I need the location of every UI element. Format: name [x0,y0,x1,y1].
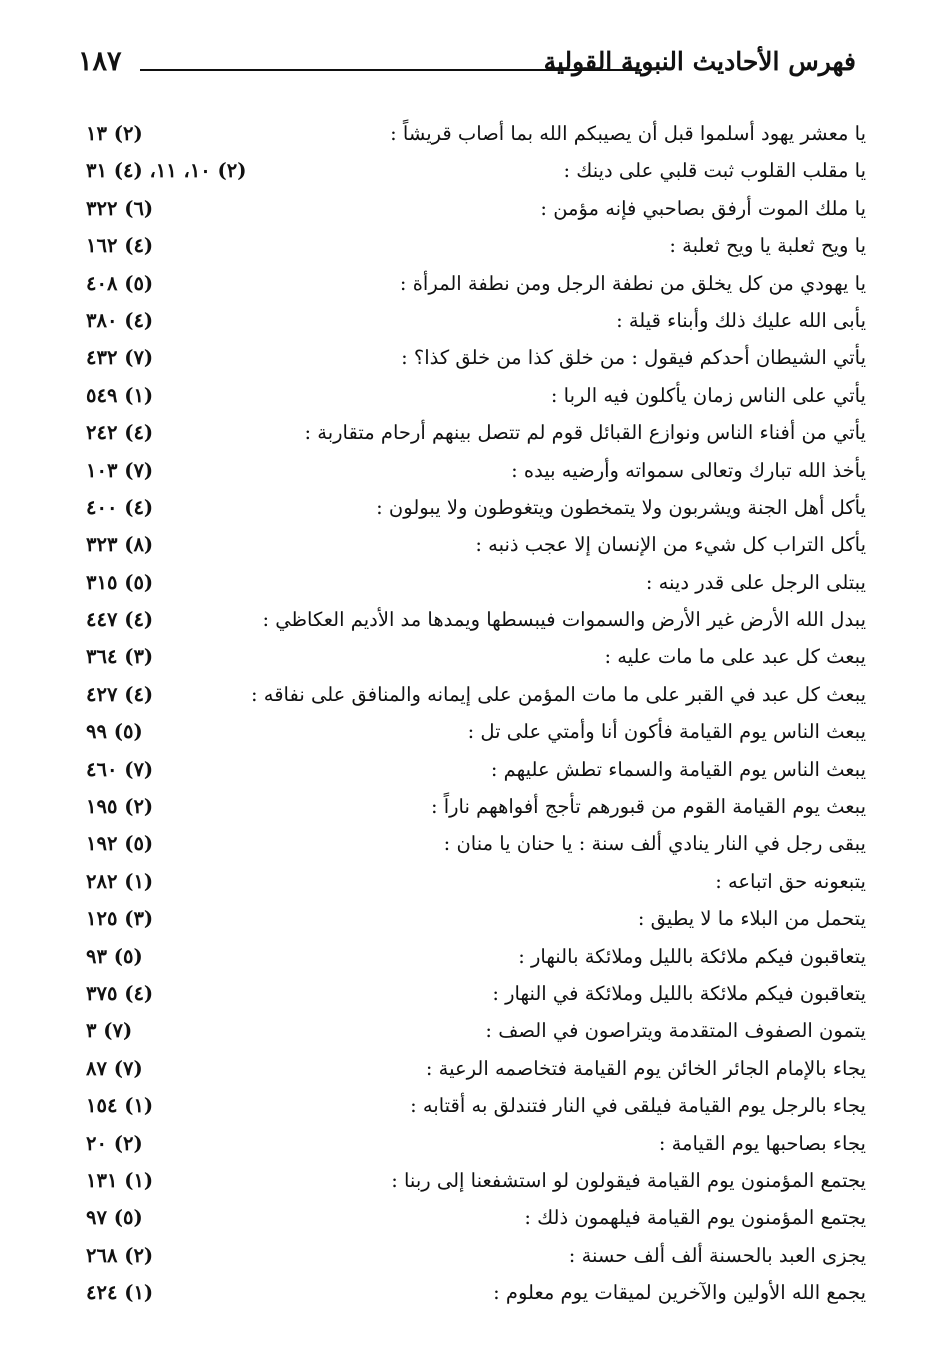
hadith-reference: (١) ٤٢٤ [86,1281,154,1305]
hadith-reference: (٧) ١٠٣ [86,458,154,482]
hadith-reference: (٤) ٣٧٥ [86,981,154,1005]
list-item [78,1274,866,1311]
list-item [78,526,866,563]
list-item [78,1125,866,1162]
hadith-reference: (٥) ٩٧ [86,1206,143,1230]
hadith-reference: (٥) ٤٠٨ [86,271,154,295]
hadith-reference: (٤) ٤٤٧ [86,608,154,632]
page-number: ١٨٧ [78,46,122,77]
hadith-text: يبعث الناس يوم القيامة فأكون أنا وأمتي على تل : [467,720,866,744]
hadith-reference: (٦) ٣٢٢ [86,196,154,220]
hadith-text: يا يهودي من كل يخلق من نطفة الرجل ومن نطفة المرأة : [399,271,866,295]
hadith-reference: (٧) ٣ [86,1019,133,1043]
list-item [78,302,866,339]
hadith-text: يأخذ الله تبارك وتعالى سمواته وأرضيه بيده : [511,458,866,482]
hadith-reference: (٤) ٤٢٧ [86,682,154,706]
hadith-reference: (١) ١٣١ [86,1168,154,1192]
list-item [78,1050,866,1087]
hadith-reference: (٣) ٣٦٤ [86,645,154,669]
hadith-text: يبعث الناس يوم القيامة والسماء تطش عليهم : [490,757,866,781]
hadith-text: يتعاقبون فيكم ملائكة بالليل وملائكة بالنهار : [518,944,866,968]
list-item [78,1087,866,1124]
hadith-text: يجزى العبد بالحسنة ألف ألف حسنة : [568,1243,866,1267]
list-item [78,1162,866,1199]
hadith-text: يجاء بالإمام الجائر الخائن يوم القيامة فتخاصمه الرعية : [425,1056,866,1080]
hadith-text: يا مقلب القلوب ثبت قلبي على دينك : [563,159,866,183]
hadith-text: يجتمع المؤمنون يوم القيامة فيقولون لو استشفعنا إلى ربنا : [391,1168,866,1192]
hadith-text: يجاء بالرجل يوم القيامة فيلقى في النار فتندلق به أقتابه : [410,1094,866,1118]
hadith-reference: (٧) ٨٧ [86,1056,143,1080]
hadith-text: يبقى رجل في النار ينادي ألف سنة : يا حنان يا منان : [443,832,866,856]
list-item [78,152,866,189]
hadith-text: يجمع الله الأولين والآخرين لميقات يوم معلوم : [493,1281,866,1305]
hadith-text: يتبعونه حق اتباعه : [715,869,866,893]
list-item [78,452,866,489]
list-item [78,1012,866,1049]
hadith-reference: (١) ١٥٤ [86,1094,154,1118]
hadith-reference: (٤) ٢٤٢ [86,421,154,445]
hadith-text: يأبى الله عليك ذلك وأبناء قيلة : [616,308,866,332]
list-item [78,601,866,638]
hadith-reference: (٧) ٤٣٢ [86,346,154,370]
hadith-reference: (٥) ٣١٥ [86,570,154,594]
list-item [78,1237,866,1274]
hadith-reference: (١) ٢٨٢ [86,869,154,893]
list-item [78,1199,866,1236]
hadith-reference: (٧) ٤٦٠ [86,757,154,781]
hadith-text: يجتمع المؤمنون يوم القيامة فيلهمون ذلك : [524,1206,866,1230]
hadith-text: يأكل أهل الجنة ويشربون ولا يتمخطون ويتغوطون ولا يبولون : [376,495,866,519]
hadith-text: يأتي على الناس زمان يأكلون فيه الربا : [550,383,866,407]
hadith-text: يأكل التراب كل شيء من الإنسان إلا عجب ذنبه : [475,533,866,557]
list-item [78,377,866,414]
hadith-text: يتحمل من البلاء ما لا يطيق : [637,907,866,931]
list-item [78,975,866,1012]
hadith-text: يتمون الصفوف المتقدمة ويتراصون في الصف : [485,1019,866,1043]
list-item [78,900,866,937]
page-title: فهرس الأحاديث النبوية القولية [543,47,856,76]
hadith-text: يبعث يوم القيامة القوم من قبورهم تأجج أفواههم ناراً : [430,795,866,819]
hadith-reference: (٢) ١٩٥ [86,795,154,819]
list-item [78,751,866,788]
hadith-reference: (٥) ١٩٢ [86,832,154,856]
list-item [78,115,866,152]
list-item [78,489,866,526]
hadith-reference: (٤) ٣٨٠ [86,308,154,332]
list-item [78,265,866,302]
list-item [78,414,866,451]
list-item [78,190,866,227]
hadith-text: يبعث كل عبد في القبر على ما مات المؤمن على إيمانه والمنافق على نفاقه : [250,682,866,706]
hadith-text: يأتي الشيطان أحدكم فيقول : من خلق كذا من خلق كذا؟ : [401,346,866,370]
hadith-reference: (٢) ٢٦٨ [86,1243,154,1267]
list-item [78,938,866,975]
hadith-reference: (١) ٥٤٩ [86,383,154,407]
hadith-reference: (٤) ١٦٢ [86,234,154,258]
list-item [78,638,866,675]
hadith-text: يا ويح ثعلبة يا ويح ثعلبة : [669,234,866,258]
hadith-reference: (٤) ٤٠٠ [86,495,154,519]
hadith-text: يبعث كل عبد على ما مات عليه : [604,645,866,669]
hadith-text: يجاء بصاحبها يوم القيامة : [658,1131,866,1155]
hadith-text: يبتلى الرجل على قدر دينه : [645,570,866,594]
hadith-reference: (٨) ٣٢٣ [86,533,154,557]
list-item [78,227,866,264]
page-header [78,44,856,80]
hadith-reference: (٢) ١٠، ١١، (٤) ٣١ [86,159,247,183]
list-item [78,788,866,825]
hadith-text: يبدل الله الأرض غير الأرض والسموات فيبسطها ويمدها مد الأديم العكاظي : [262,608,866,632]
hadith-reference: (٢) ٢٠ [86,1131,143,1155]
list-item [78,863,866,900]
list-item [78,713,866,750]
hadith-reference: (٥) ٩٩ [86,720,143,744]
hadith-reference: (٣) ١٢٥ [86,907,154,931]
hadith-reference: (٢) ١٣ [86,122,143,145]
list-item [78,339,866,376]
list-item [78,676,866,713]
list-item [78,564,866,601]
hadith-index-list [78,115,866,1312]
hadith-text: يا معشر يهود أسلموا قبل أن يصيبكم الله بما أصاب قريشاً : [390,122,866,145]
hadith-text: يأتي من أفناء الناس ونوازع القبائل قوم لم تتصل بينهم أرحام متقاربة : [304,421,866,445]
list-item [78,825,866,862]
hadith-text: يتعاقبون فيكم ملائكة بالليل وملائكة في النهار : [492,981,866,1005]
hadith-reference: (٥) ٩٣ [86,944,143,968]
hadith-text: يا ملك الموت أرفق بصاحبي فإنه مؤمن : [540,196,866,220]
